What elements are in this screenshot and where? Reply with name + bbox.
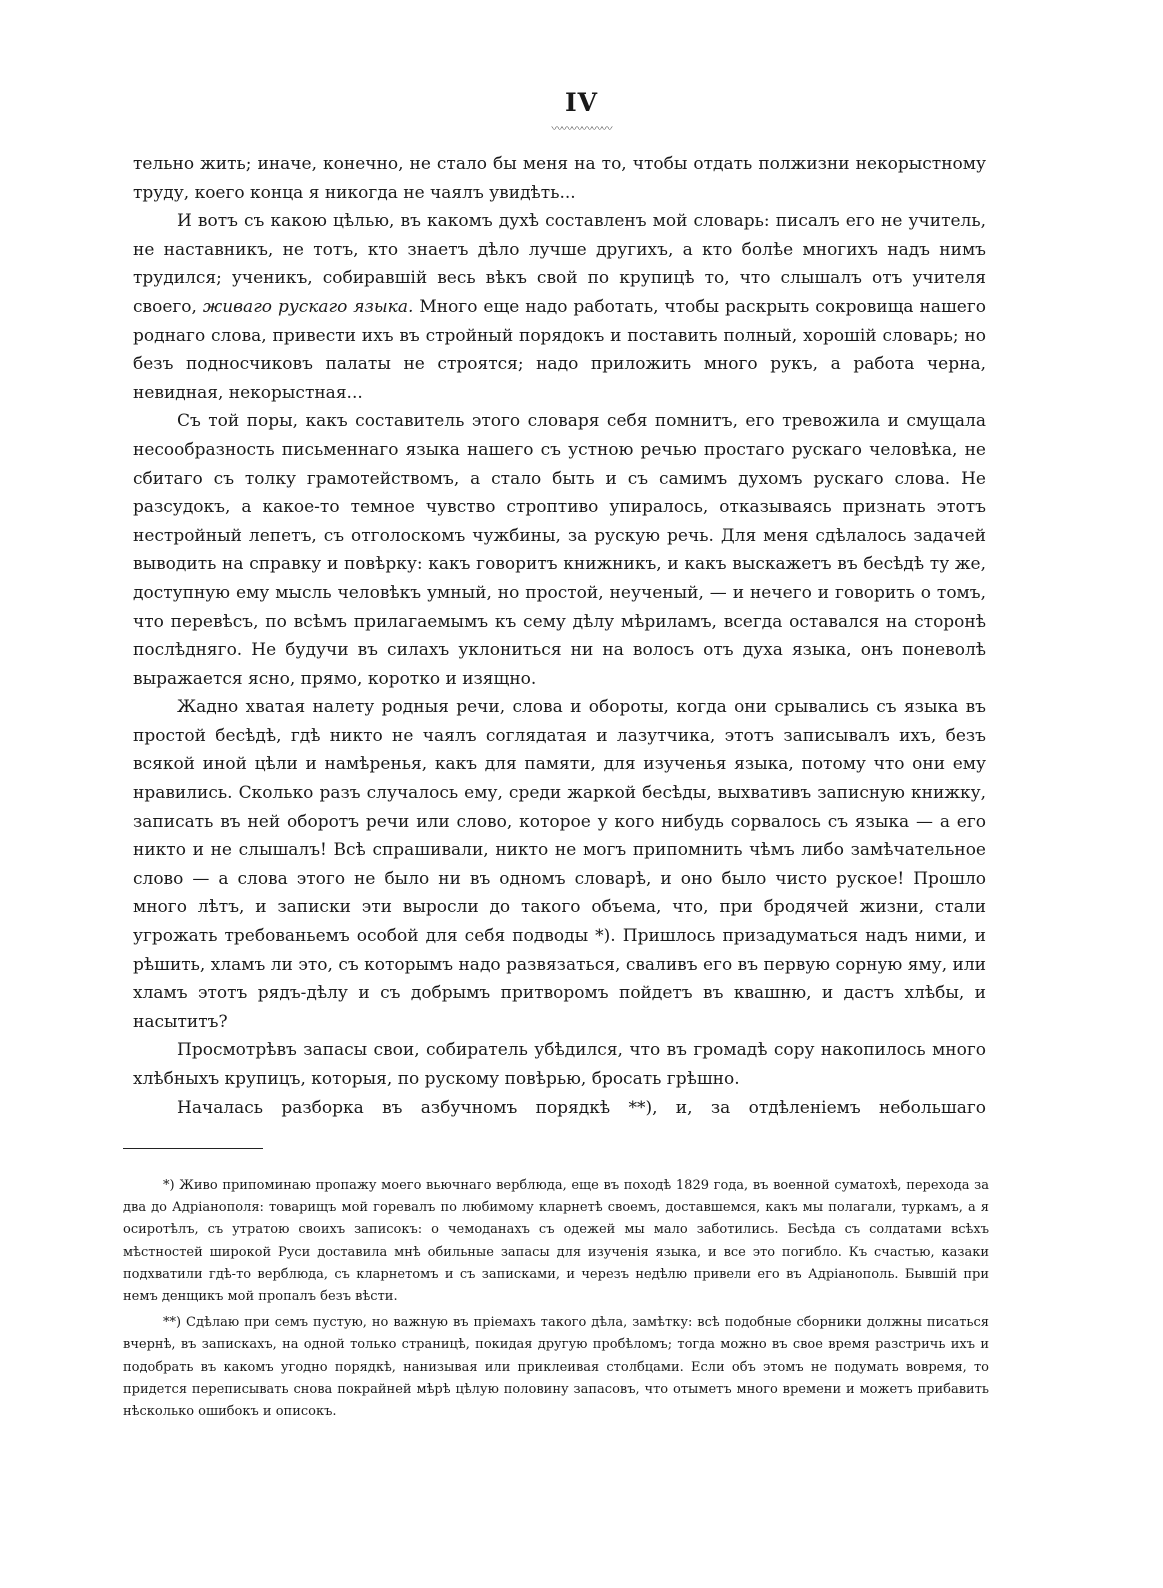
italic-phrase: живаго рускаго языка. <box>202 296 414 317</box>
paragraph: тельно жить; иначе, конечно, не стало бы меня на то, чтобы отдать полжизни некорыстному труду, коего конца я никогда не чаялъ увидѣть... <box>133 154 986 203</box>
paragraph: Съ той поры, какъ составитель этого словаря себя помнитъ, его тревожила и смущала несообразность письменнаго языка нашего съ устною речью простаго рускаго человѣка, не сбитаго съ толку грамотействомъ, а стало быть и съ самимъ духомъ рускаго слова. Не разсудокъ, а какое-то темное чувство строптиво упиралось, отказываясь признать этотъ нестройный лепетъ, съ отголоскомъ чужбины, за рускую речь. Для меня сдѣлалось задачей выводить на справку и повѣрку: какъ говоритъ книжникъ, и какъ выскажетъ въ бесѣдѣ ту же, доступную ему мысль человѣкъ умный, но простой, неученый, — и нечего и говорить о томъ, что перевѣсъ, по всѣмъ прилагаемымъ къ сему дѣлу мѣриламъ, всегда оставался на сторонѣ послѣдняго. Не будучи въ силахъ уклониться ни на волосъ отъ духа языка, онъ поневолѣ выражается ясно, прямо, коротко и изящно. <box>133 411 986 689</box>
page-number-ornament: 〰〰〰〰〰〰 <box>551 122 612 135</box>
footnote: *) Живо припоминаю пропажу моего вьючнаго верблюда, еще въ походѣ 1829 года, въ военной суматохѣ, перехода за два до Адріанополя: товарищъ мой горевалъ по любимому кларнетѣ своемъ, доставшемся, какъ мы полагали, туркамъ, а я осиротѣлъ, съ утратою своихъ записокъ: о чемоданахъ съ одежей мы мало заботились. Бесѣда съ солдатами всѣхъ мѣстностей широкой Руси доставила мнѣ обильные запасы для изученія языка, и все это погибло. Къ счастью, казаки подхватили гдѣ-то верблюда, съ кларнетомъ и съ записками, и черезъ недѣлю привели его въ Адріанополь. Бывшій при немъ денщикъ мой пропалъ безъ вѣсти. <box>123 1178 989 1305</box>
paragraph: Жадно хватая налету родныя речи, слова и обороты, когда они срывались съ языка въ простой бесѣдѣ, гдѣ никто не чаялъ соглядатая и лазутчика, этотъ записывалъ ихъ, безъ всякой иной цѣли и намѣренья, какъ для памяти, для изученья языка, потому что они ему нравились. Сколько разъ случалось ему, среди жаркой бесѣды, выхвативъ записную книжку, записать въ ней оборотъ речи или слово, которое у кого нибудь сорвалось съ языка — а его никто и не слышалъ! Всѣ спрашивали, никто не могъ припомнить чѣмъ либо замѣчательное слово — а слова этого не было ни въ одномъ словарѣ, и оно было чисто руское! Прошло много лѣтъ, и записки эти выросли до такого объема, что, при бродячей жизни, стали угрожать требованьемъ особой для себя подводы *). Пришлось призадуматься надъ ними, и рѣшить, хламъ ли это, съ которымъ надо развязаться, сваливъ его въ первую сорную яму, или хламъ этотъ рядъ-дѣлу и съ добрымъ притворомъ пойдетъ въ квашню, и дастъ хлѣбы, и насытитъ? <box>133 697 986 1032</box>
main-text <box>133 150 986 1122</box>
paragraph-text: И вотъ съ какою цѣлью, въ какомъ духѣ составленъ мой словарь: писалъ его не учитель, не наставникъ, не тотъ, кто знаетъ дѣло лучше другихъ, а кто болѣе многихъ надъ нимъ трудился; ученикъ, собиравшій весь вѣкъ свой по крупицѣ то, что слышалъ отъ учителя своего, <box>133 211 986 317</box>
footnote: **) Сдѣлаю при семъ пустую, но важную въ пріемахъ такого дѣла, замѣтку: всѣ подобные сборники должны писаться вчернѣ, въ запискахъ, на одной только страницѣ, покидая другую пробѣломъ; тогда можно въ свое время разстричь ихъ и подобрать въ какомъ угодно порядкѣ, нанизывая или приклеивая столбцами. Если объ этомъ не подумать вовремя, то придется переписывать снова покрайней мѣрѣ цѣлую половину запасовъ, что отыметъ много времени и можетъ прибавить нѣсколько ошибокъ и описокъ. <box>123 1315 989 1420</box>
page-number: IV <box>564 88 599 117</box>
paragraph: Началась разборка въ азбучномъ порядкѣ **), и, за отдѣленіемъ небольшаго <box>177 1097 986 1118</box>
paragraph <box>133 207 986 407</box>
paragraph-text: Много еще надо работать, чтобы раскрыть сокровища нашего роднаго слова, привести ихъ въ стройный порядокъ и поставить полный, хорошій словарь; но безъ подносчиковъ палаты не строятся; надо приложить много рукъ, а работа черна, невидная, некорыстная... <box>133 296 986 403</box>
footnotes <box>123 1175 989 1427</box>
footnote-divider <box>123 1148 263 1149</box>
paragraph: Просмотрѣвъ запасы свои, собиратель убѣдился, что въ громадѣ сору накопилось много хлѣбныхъ крупицъ, которыя, по рускому повѣрью, бросать грѣшно. <box>133 1040 986 1089</box>
